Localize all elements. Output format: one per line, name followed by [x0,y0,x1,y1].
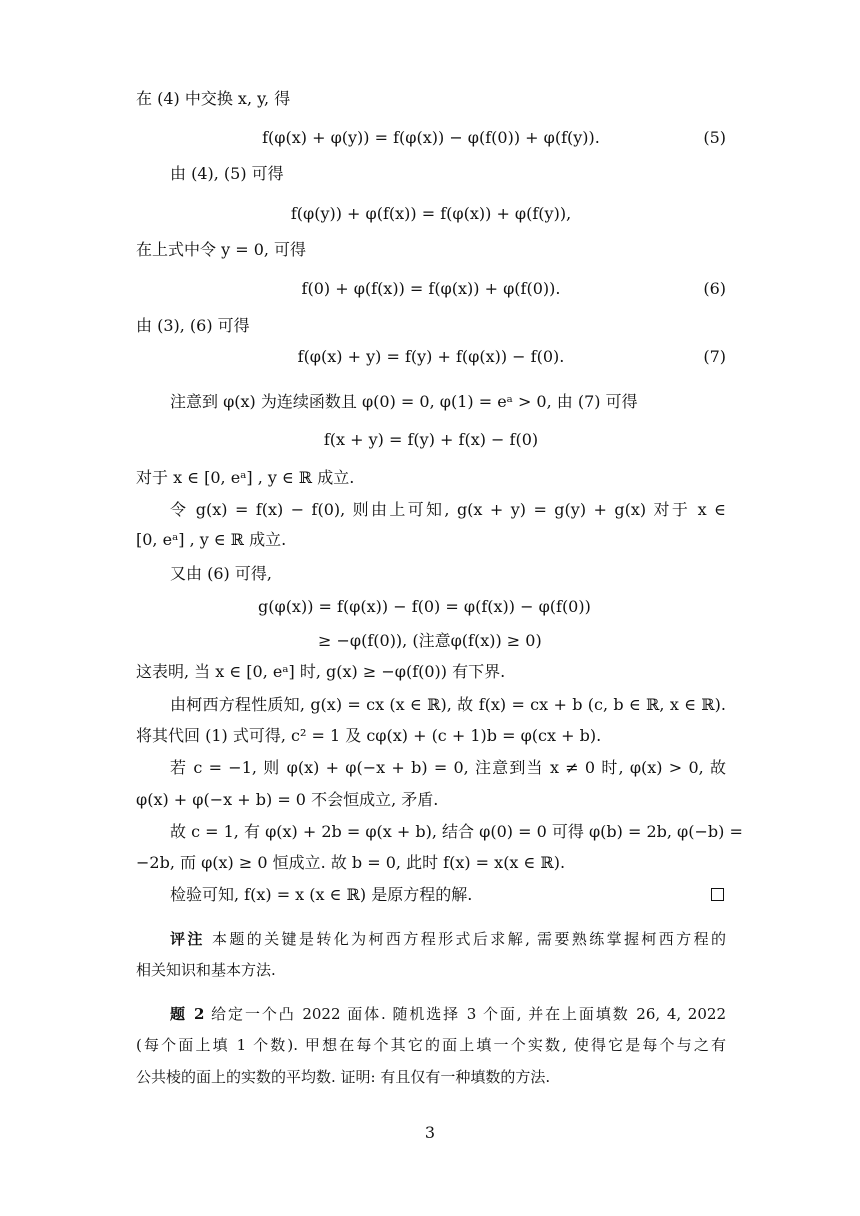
problem-line [170,1003,726,1025]
equation-line-2: ≥ −φ(f(0)), (注意φ(f(x)) ≥ 0) [318,631,542,650]
text-line: φ(x) + φ(−x + b) = 0 不会恒成立, 矛盾. [136,790,439,809]
remark-line [170,928,726,950]
text-line: 若 c = −1, 则 φ(x) + φ(−x + b) = 0, 注意到当 x ≠ 0 时, φ(x) > 0, 故 [170,758,726,777]
text-line: 将其代回 (1) 式可得, c² = 1 及 cφ(x) + (c + 1)b = φ(cx + b). [136,726,602,745]
remark-text: 本题的关键是转化为柯西方程形式后求解, 需要熟练掌握柯西方程的 [211,930,726,948]
text-line: [0, eᵃ] , y ∈ ℝ 成立. [136,530,287,549]
problem-line: (每个面上填 1 个数). 甲想在每个其它的面上填一个实数, 使得它是每个与之有 [136,1036,726,1054]
equation: f(x + y) = f(y) + f(x) − f(0) [323,430,539,449]
page-number: 3 [424,1123,436,1142]
qed-square-icon [711,888,724,901]
text-line: 在 (4) 中交换 x, y, 得 [136,89,291,108]
text-line: 由 (3), (6) 可得 [136,316,250,335]
problem-text: 给定一个凸 2022 面体. 随机选择 3 个面, 并在上面填数 26, 4, 2022 [211,1005,726,1023]
remark-line: 相关知识和基本方法. [136,961,276,979]
text-line: 故 c = 1, 有 φ(x) + 2b = φ(x + b), 结合 φ(0) = 0 可得 φ(b) = 2b, φ(−b) = [170,822,743,841]
text-line: 又由 (6) 可得, [170,564,272,583]
text-line: 注意到 φ(x) 为连续函数且 φ(0) = 0, φ(1) = eᵃ > 0, 由 (7) 可得 [170,392,638,411]
text-line: −2b, 而 φ(x) ≥ 0 恒成立. 故 b = 0, 此时 f(x) = x(x ∈ ℝ). [136,853,566,872]
text-line: 令 g(x) = f(x) − f(0), 则由上可知, g(x + y) = g(y) + g(x) 对于 x ∈ [170,500,726,519]
equation: f(φ(y)) + φ(f(x)) = f(φ(x)) + φ(f(y)), [290,204,572,223]
equation-5: f(φ(x) + φ(y)) = f(φ(x)) − φ(f(0)) + φ(f(y)). [262,128,600,147]
text-line: 这表明, 当 x ∈ [0, eᵃ] 时, g(x) ≥ −φ(f(0)) 有下界. [136,662,506,681]
problem-line: 公共棱的面上的实数的平均数. 证明: 有且仅有一种填数的方法. [136,1068,551,1086]
text-line: 对于 x ∈ [0, eᵃ] , y ∈ ℝ 成立. [136,468,355,487]
equation-6: f(0) + φ(f(x)) = f(φ(x)) + φ(f(0)). [301,279,561,298]
text-line: 在上式中令 y = 0, 可得 [136,240,307,259]
problem-label: 题 2 [170,1005,205,1023]
equation-line-1: g(φ(x)) = f(φ(x)) − f(0) = φ(f(x)) − φ(f(0)) [258,597,591,616]
equation-number: (5) [703,128,726,147]
text-line: 由 (4), (5) 可得 [170,164,284,183]
equation-number: (6) [703,279,726,298]
equation-7: f(φ(x) + y) = f(y) + f(φ(x)) − f(0). [297,347,565,366]
text-line: 检验可知, f(x) = x (x ∈ ℝ) 是原方程的解. [170,885,473,904]
equation-number: (7) [703,347,726,366]
remark-label: 评注 [170,930,205,948]
text-line: 由柯西方程性质知, g(x) = cx (x ∈ ℝ), 故 f(x) = cx + b (c, b ∈ ℝ, x ∈ ℝ). [170,695,726,714]
